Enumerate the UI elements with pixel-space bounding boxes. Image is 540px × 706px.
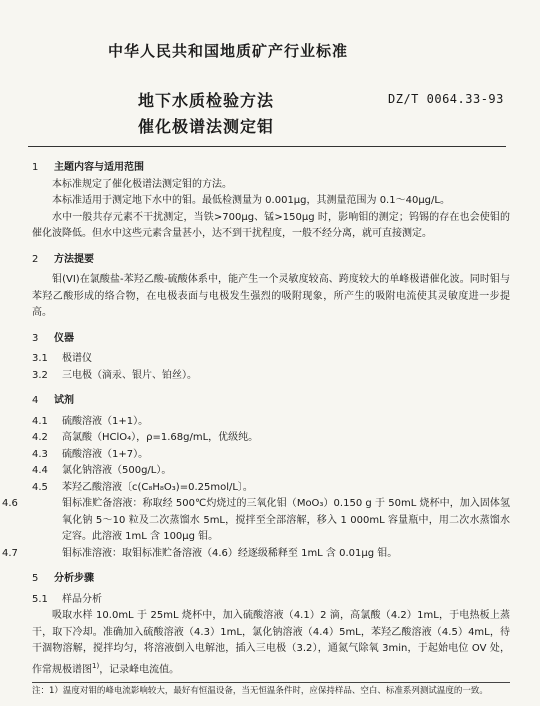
list-item: 4.5 苯羟乙酸溶液〔c(C₈H₈O₃)=0.25mol/L〕。 [32,481,253,493]
section-3-heading: 3 仪器 [32,332,74,344]
list-item: 4.2 高氯酸（HClO₄），ρ=1.68g/mL，优级纯。 [32,432,259,443]
section-4-heading: 4 试剂 [32,395,74,406]
section-2-paragraph: 钼(VI)在氯酸盐-苯羟乙酸-硫酸体系中，能产生一个灵敏度较高、跨度较大的单峰极谱催化波。同时钼与苯羟乙酸形成的络合物，在电极表面与电极发生强烈的吸附现象，所产生的吸附电流使其灵敏度进一步提高。 [32,274,510,318]
list-item: 4.1 硫酸溶液（1+1）。 [32,415,149,427]
header-divider [28,146,506,147]
footnote-ref: 1) [92,661,100,670]
footnote: 注：1）温度对钼的峰电流影响较大，最好有恒温设备，当无恒温条件时，应保持样品、空白、标准系列测试温度的一致。 [32,686,488,697]
list-item: 4.4 氯化钠溶液（500g/L）。 [32,465,172,476]
document-body [2,160,510,698]
title-line-2: 催化极谱法测定钼 [138,117,275,136]
title-line-1: 地下水质检验方法 [138,91,275,110]
standard-issuer: 中华人民共和国地质矿产行业标准 [108,42,349,60]
section-1-paragraph: 本标准规定了催化极谱法测定钼的方法。 [52,178,232,190]
section-1-paragraph: 本标准适用于测定地下水中的钼。最低检测量为 0.001μg，其测量范围为 0.1～40μg/L。 [52,195,450,206]
section-5-paragraph: 吸取水样 10.0mL 于 25mL 烧杯中，加入硫酸溶液（4.1）2 滴，高氯酸（4.2）1mL，于电热板上蒸干，取下冷却。准确加入硫酸溶液（4.3）1mL，氯化钠溶液（4.4）5mL，苯羟乙酸溶液（4.5）4mL，待干涸物溶解，搅拌均匀，将溶液倒入电解池，插入三电极（3.2），通氮气除氧 3min，于起始电位 OV 处，作常规极谱图$^{1)}$，记录峰电流值。 [32,610,510,675]
subsection-heading: 5.1 样品分析 [32,593,102,605]
list-item: 4.7 钼标准溶液：取钼标准贮备溶液（4.6）经逐级稀释至 1mL 含 0.01μg 钼。 [2,547,398,559]
footnote-divider [32,682,510,683]
list-item: 4.6 钼标准贮备溶液：称取经 500℃灼烧过的三氧化钼（MoO₃）0.150 g 于 50mL 烧杯中，加入固体氢氧化钠 5～10 粒及二次蒸馏水 5mL，搅拌至全部溶解，移入 1 000mL 容量瓶中，用二次水蒸馏水定容。此溶液 1mL 含 100μg 钼。 [2,498,510,542]
list-item: 4.3 硫酸溶液（1+7）。 [32,448,149,460]
section-2-heading: 2 方法提要 [32,253,94,265]
list-item: 3.2 三电极（滴汞、银片、铂丝）。 [32,369,197,381]
section-5-heading: 5 分析步骤 [32,573,94,584]
document-title [138,88,274,140]
section-1-paragraph: 水中一般共存元素不干扰测定，当铁>700μg、锰>150μg 时，影响钼的测定；钨锡的存在也会使钼的催化波降低。但水中这些元素含量甚小，达不到干扰程度，一般不经分离，就可直接测定。 [32,211,510,239]
section-1-heading: 1 主题内容与适用范围 [32,162,144,173]
list-item: 3.1 极谱仪 [32,353,92,364]
standard-code: DZ/T 0064.33-93 [388,92,504,106]
